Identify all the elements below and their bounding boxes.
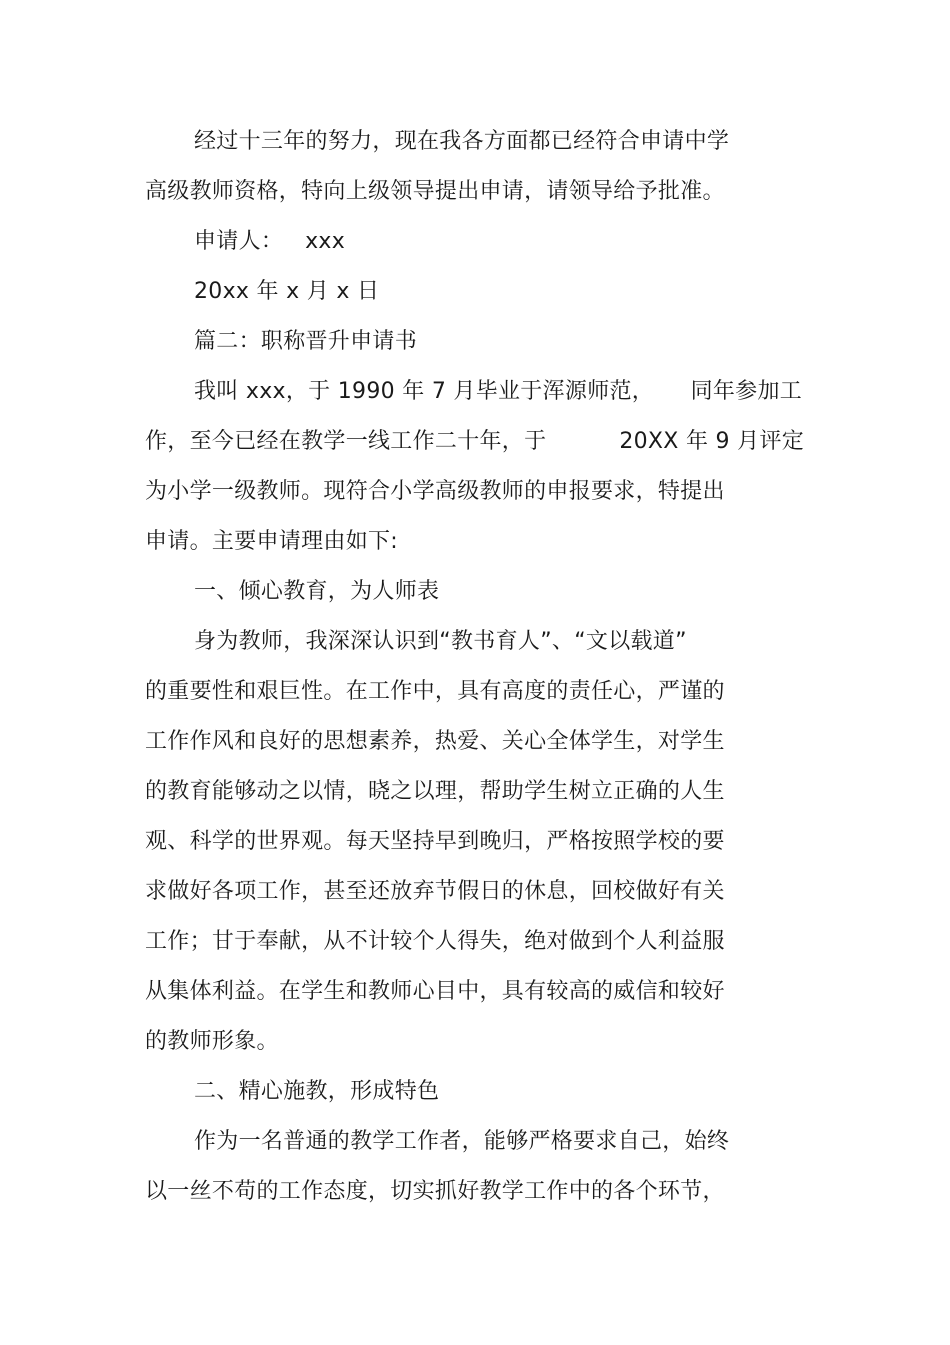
text-line: 以一丝不苟的工作态度，切实抓好教学工作中的各个环节， xyxy=(145,1179,725,1204)
text-line: 求做好各项工作，甚至还放弃节假日的休息，回校做好有关 xyxy=(145,879,725,904)
text-line: 身为教师，我深深认识到“教书育人”、“文以载道” xyxy=(194,629,687,654)
applicant-line: 申请人： xxx xyxy=(194,229,346,254)
text-line: 为小学一级教师。现符合小学高级教师的申报要求，特提出 xyxy=(145,479,725,504)
text-line: 申请。主要申请理由如下: xyxy=(145,529,399,554)
text-line: 工作作风和良好的思想素养，热爱、关心全体学生，对学生 xyxy=(145,729,725,754)
heading-one: 一、倾心教育，为人师表 xyxy=(194,579,440,604)
text-line: 观、科学的世界观。每天坚持早到晚归，严格按照学校的要 xyxy=(145,829,725,854)
text-line: 作，至今已经在教学一线工作二十年，于 20XX 年 9 月评定 xyxy=(145,429,805,454)
section-title: 篇二：职称晋升申请书 xyxy=(194,329,418,354)
text-line: 的重要性和艰巨性。在工作中，具有高度的责任心，严谨的 xyxy=(145,679,725,704)
text-line: 高级教师资格，特向上级领导提出申请，请领导给予批准。 xyxy=(145,179,725,204)
text-line: 经过十三年的努力，现在我各方面都已经符合申请中学 xyxy=(194,129,730,154)
text-line: 作为一名普通的教学工作者，能够严格要求自己，始终 xyxy=(194,1129,730,1154)
text-line: 工作；甘于奉献，从不计较个人得失，绝对做到个人利益服 xyxy=(145,929,725,954)
heading-two: 二、精心施教，形成特色 xyxy=(194,1079,440,1104)
text-line: 从集体利益。在学生和教师心目中，具有较高的威信和较好 xyxy=(145,979,725,1004)
date-line: 20xx 年 x 月 x 日 xyxy=(194,279,380,304)
text-line: 的教师形象。 xyxy=(145,1029,279,1054)
text-line: 我叫 xxx，于 1990 年 7 月毕业于浑源师范， 同年参加工 xyxy=(194,379,803,404)
text-line: 的教育能够动之以情，晓之以理，帮助学生树立正确的人生 xyxy=(145,779,725,804)
